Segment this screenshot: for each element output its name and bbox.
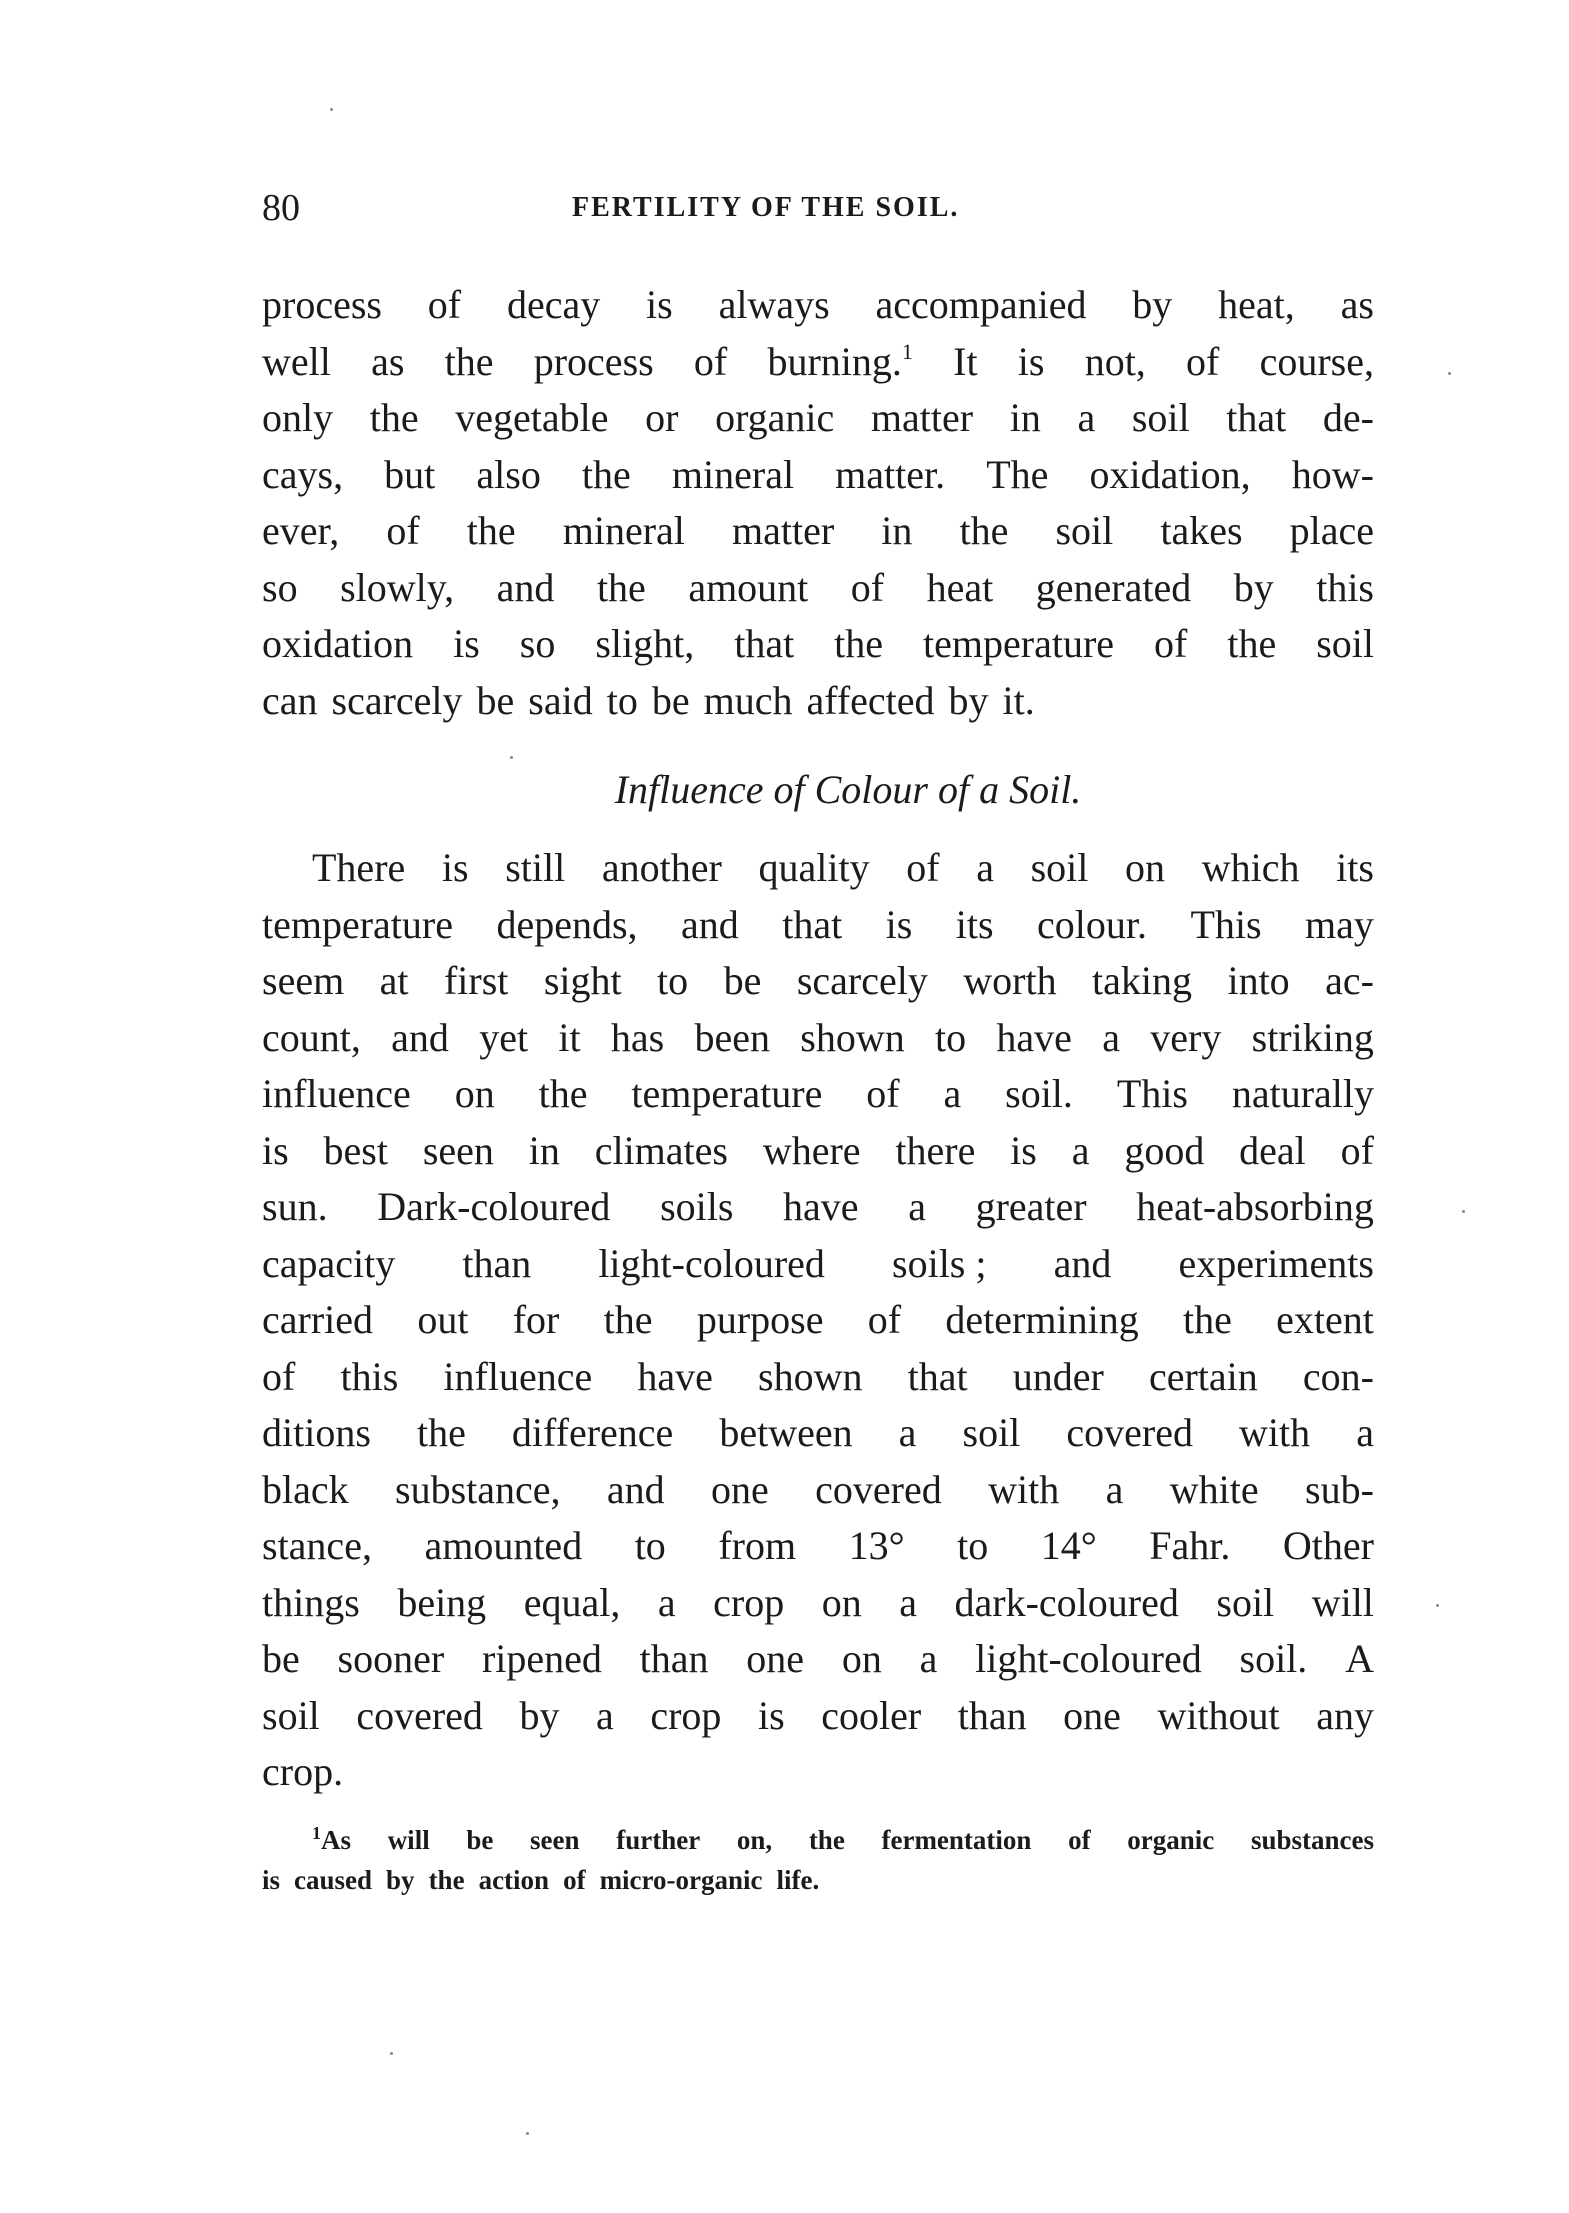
word: a — [908, 1184, 926, 1229]
word: heat, — [1218, 282, 1295, 327]
word: process — [533, 338, 654, 384]
word: matter. — [835, 451, 946, 497]
word: have — [783, 1184, 859, 1229]
word: and — [680, 901, 739, 947]
word: of — [906, 845, 940, 890]
word: Fahr. — [1149, 1523, 1231, 1568]
word: matter — [731, 508, 835, 553]
text-line — [262, 1179, 1374, 1236]
word: at — [379, 958, 409, 1003]
word: stance, — [262, 1523, 372, 1568]
word: organic — [715, 395, 835, 440]
word: to — [606, 677, 638, 723]
word: sun. — [262, 1184, 328, 1229]
word: a — [899, 1579, 917, 1625]
word: best — [323, 1127, 388, 1173]
scan-speck — [330, 108, 333, 111]
word: slight, — [595, 621, 695, 666]
word: be — [262, 1636, 300, 1681]
word: of — [866, 1071, 900, 1116]
word: and — [496, 564, 555, 610]
word: will — [1311, 1579, 1374, 1625]
word: experiments — [1178, 1240, 1374, 1286]
word: the — [596, 564, 646, 610]
word: a — [657, 1579, 676, 1625]
word: a — [1102, 1014, 1120, 1060]
word: always — [718, 282, 830, 327]
text-line — [262, 1518, 1374, 1575]
word: matter — [870, 395, 974, 440]
word: The — [986, 451, 1049, 497]
word: has — [610, 1014, 665, 1060]
word: is — [1010, 1127, 1037, 1173]
word: another — [601, 845, 722, 890]
word: equal, — [523, 1579, 621, 1625]
word: soil — [1030, 845, 1089, 890]
word: of — [1340, 1127, 1374, 1173]
word: ac- — [1325, 958, 1374, 1003]
word: the — [369, 395, 419, 440]
word: can — [262, 677, 318, 723]
word: This — [1190, 901, 1262, 947]
word: one — [746, 1636, 805, 1681]
paragraph-2 — [262, 840, 1374, 1801]
word: its — [955, 901, 994, 947]
word: so — [262, 564, 298, 610]
word: but — [384, 451, 436, 497]
word: cooler — [821, 1692, 922, 1738]
text-line — [262, 1066, 1374, 1123]
word: good — [1124, 1127, 1205, 1173]
word: greater — [975, 1184, 1087, 1229]
word: difference — [511, 1410, 674, 1455]
word: that — [734, 621, 795, 666]
word: heat-absorbing — [1136, 1184, 1374, 1229]
word: naturally — [1231, 1071, 1374, 1116]
word: where — [762, 1127, 861, 1173]
word: crop. — [262, 1749, 344, 1794]
word: on — [454, 1071, 495, 1116]
word: the — [603, 1297, 653, 1342]
word: soil — [1055, 508, 1114, 553]
word: in — [1009, 395, 1041, 440]
word: one — [711, 1466, 769, 1512]
word: deal — [1239, 1127, 1306, 1173]
scan-speck — [1462, 1210, 1465, 1213]
word: a — [1071, 1127, 1090, 1173]
word: striking — [1251, 1014, 1374, 1060]
text-line — [262, 1631, 1374, 1688]
scan-speck — [1436, 1604, 1439, 1607]
word: been — [694, 1014, 770, 1060]
word: oxidation — [262, 621, 414, 666]
word: one — [1063, 1692, 1121, 1738]
word: depends, — [496, 901, 638, 947]
word: its — [1336, 845, 1374, 890]
word: first — [443, 958, 509, 1003]
word: by — [386, 1865, 415, 1895]
word: than — [462, 1240, 532, 1286]
word: soil. — [1239, 1636, 1308, 1681]
word: much — [703, 677, 793, 723]
word: in — [881, 508, 913, 553]
word: light-coloured — [975, 1636, 1202, 1681]
word: extent — [1276, 1297, 1374, 1342]
word: of — [1154, 621, 1188, 666]
word: to — [657, 958, 689, 1003]
word: white — [1169, 1466, 1259, 1512]
word: of — [693, 338, 728, 384]
word: yet — [479, 1014, 529, 1060]
word: of — [427, 282, 462, 327]
word: covered — [356, 1692, 483, 1738]
word: on — [1125, 845, 1166, 890]
page-header — [262, 186, 1374, 246]
word: as — [1340, 282, 1374, 327]
word: a — [976, 845, 994, 890]
word: dark-coloured — [954, 1579, 1179, 1625]
word: the — [1227, 621, 1277, 666]
word: accompanied — [875, 282, 1087, 327]
word: the — [808, 1825, 845, 1855]
word: as — [371, 338, 405, 384]
word: burning.$^1$ — [767, 338, 913, 384]
word: a — [943, 1071, 962, 1116]
word: will — [387, 1825, 430, 1855]
word: the — [959, 508, 1009, 553]
word: generated — [1035, 564, 1192, 610]
word: shown — [800, 1014, 905, 1060]
page-number: 80 — [262, 187, 300, 229]
word: oxidation, — [1089, 451, 1251, 497]
word: decay — [506, 282, 601, 327]
word: only — [262, 395, 334, 440]
word: with — [988, 1466, 1060, 1512]
word: have — [996, 1014, 1072, 1060]
word: carried — [262, 1297, 374, 1342]
text-line — [262, 277, 1374, 334]
word: a — [919, 1636, 938, 1681]
word: is — [262, 1127, 289, 1173]
word: between — [719, 1410, 853, 1455]
word: with — [1239, 1410, 1311, 1455]
text-line — [262, 1292, 1374, 1349]
word: soils — [660, 1184, 734, 1229]
word: light-coloured — [598, 1240, 825, 1286]
word: This — [1116, 1071, 1188, 1116]
word: vegetable — [455, 395, 609, 440]
word: crop — [650, 1692, 722, 1738]
word: shown — [758, 1353, 863, 1399]
word: on, — [736, 1825, 773, 1855]
word: taking — [1092, 958, 1193, 1003]
word: soils ; — [892, 1240, 987, 1286]
text-line — [262, 390, 1374, 447]
text-line — [262, 953, 1374, 1010]
word: than — [957, 1692, 1027, 1738]
word: ditions — [262, 1410, 371, 1455]
word: of — [262, 1353, 296, 1399]
word: there — [895, 1127, 976, 1173]
word: and — [1053, 1240, 1112, 1286]
text-line — [262, 1462, 1374, 1519]
word: the — [834, 621, 884, 666]
word: by — [1132, 282, 1173, 327]
word: that — [1226, 395, 1287, 440]
word: seen — [422, 1127, 494, 1173]
text-line — [262, 447, 1374, 504]
word: scarcely — [331, 677, 463, 723]
word: of — [1068, 1825, 1091, 1855]
word: Dark-coloured — [377, 1184, 611, 1229]
word: con- — [1302, 1353, 1374, 1399]
word: worth — [963, 958, 1057, 1003]
word: being — [397, 1579, 487, 1625]
word: affected — [806, 677, 935, 723]
word: very — [1150, 1014, 1222, 1060]
word: a — [1105, 1466, 1124, 1512]
word: quality — [758, 845, 870, 890]
word: further — [616, 1825, 701, 1855]
word: out — [417, 1297, 469, 1342]
word: climates — [594, 1127, 728, 1173]
word: of — [386, 508, 420, 553]
word: 13° — [848, 1523, 905, 1568]
word: this — [340, 1353, 399, 1399]
word: micro-organic — [599, 1865, 763, 1895]
word: in — [528, 1127, 560, 1173]
word: on — [841, 1636, 882, 1681]
word: substances — [1250, 1825, 1374, 1855]
word: count, — [262, 1014, 361, 1060]
word: mineral — [671, 451, 795, 497]
text-line — [262, 897, 1374, 954]
word: purpose — [696, 1297, 824, 1342]
word: be — [466, 1825, 494, 1855]
word: or — [645, 395, 679, 440]
word: and — [606, 1466, 665, 1512]
word: There — [312, 845, 406, 890]
word: how- — [1291, 451, 1374, 497]
word: of — [850, 564, 885, 610]
word: without — [1157, 1692, 1280, 1738]
word: and — [391, 1014, 449, 1060]
word: be — [476, 677, 515, 723]
word: the — [416, 1410, 466, 1455]
word: $^1$As — [312, 1823, 352, 1855]
word: the — [466, 508, 516, 553]
word: scarcely — [796, 958, 928, 1003]
word: have — [637, 1353, 713, 1399]
word: said — [528, 677, 593, 723]
word: the — [1182, 1297, 1232, 1342]
word: into — [1227, 958, 1290, 1003]
word: ripened — [481, 1636, 602, 1681]
word: a — [1077, 395, 1096, 440]
text-line — [262, 673, 1374, 730]
word: determining — [945, 1297, 1139, 1342]
text-line — [262, 503, 1374, 560]
word: 14° — [1040, 1523, 1097, 1568]
word: a — [1356, 1410, 1374, 1455]
word: it — [558, 1014, 581, 1060]
word: soil — [1216, 1579, 1275, 1625]
word: to — [935, 1014, 967, 1060]
text-line — [262, 840, 1374, 897]
word: capacity — [262, 1240, 396, 1286]
word: is — [885, 901, 913, 947]
word: soil — [262, 1692, 320, 1738]
word: cays, — [262, 451, 344, 497]
word: a — [596, 1692, 614, 1738]
word: of — [1186, 338, 1220, 384]
word: is — [646, 282, 673, 327]
word: this — [1316, 564, 1374, 610]
text-line — [262, 1405, 1374, 1462]
text-line — [262, 1860, 1374, 1900]
word: of — [563, 1865, 586, 1895]
word: temperature — [262, 901, 453, 947]
running-head: FERTILITY OF THE SOIL. — [572, 192, 960, 223]
word: course, — [1259, 338, 1374, 384]
word: sight — [543, 958, 622, 1003]
word: well — [262, 338, 331, 384]
word: the — [444, 338, 494, 384]
word: by — [948, 677, 989, 723]
word: de- — [1322, 395, 1374, 440]
word: may — [1305, 901, 1374, 947]
word: from — [718, 1523, 797, 1568]
word: a — [898, 1410, 917, 1455]
word: the — [538, 1071, 588, 1116]
word: Other — [1282, 1523, 1374, 1568]
word: is — [441, 845, 469, 890]
footnote — [262, 1820, 1374, 1900]
word: is — [757, 1692, 785, 1738]
word: on — [821, 1579, 862, 1625]
word: is — [453, 621, 480, 666]
footnote-marker: 1 — [312, 1823, 321, 1843]
word: the — [581, 451, 631, 497]
word: life. — [776, 1865, 820, 1895]
word: to — [634, 1523, 666, 1568]
word: amount — [688, 564, 809, 610]
word: place — [1289, 508, 1374, 553]
word: amounted — [424, 1523, 583, 1568]
word: than — [639, 1636, 709, 1681]
word: seen — [530, 1825, 580, 1855]
word: certain — [1148, 1353, 1258, 1399]
word: process — [262, 282, 382, 327]
word: influence — [443, 1353, 593, 1399]
word: the — [428, 1865, 465, 1895]
scan-speck — [390, 2052, 393, 2055]
word: not, — [1084, 338, 1146, 384]
word: for — [512, 1297, 560, 1342]
footnote-reference: 1 — [901, 338, 913, 364]
word: sub- — [1305, 1466, 1374, 1512]
scan-speck — [510, 756, 513, 759]
word: temperature — [631, 1071, 823, 1116]
text-line — [262, 616, 1374, 673]
word: by — [519, 1692, 560, 1738]
section-heading: Influence of Colour of a Soil. — [614, 767, 1082, 812]
word: that — [782, 901, 843, 947]
word: action — [478, 1865, 550, 1895]
word: seem — [262, 958, 345, 1003]
scan-speck — [526, 2132, 529, 2135]
word: slowly, — [340, 564, 455, 610]
text-line — [262, 1010, 1374, 1067]
word: by — [1233, 564, 1274, 610]
text-line — [262, 334, 1374, 391]
word: sooner — [337, 1636, 445, 1681]
word: any — [1316, 1692, 1374, 1738]
scan-speck — [1448, 372, 1451, 375]
word: colour. — [1037, 901, 1148, 947]
paragraph-1 — [262, 277, 1374, 729]
word: is — [1017, 338, 1045, 384]
word: caused — [294, 1865, 373, 1895]
text-line — [262, 560, 1374, 617]
word: substance, — [395, 1466, 561, 1512]
word: covered — [1066, 1410, 1193, 1455]
word: soil — [1131, 395, 1190, 440]
word: soil — [962, 1410, 1021, 1455]
text-line — [262, 1123, 1374, 1180]
word: of — [867, 1297, 902, 1342]
text-line — [262, 1236, 1374, 1293]
word: organic — [1127, 1825, 1215, 1855]
word: soil. — [1005, 1071, 1073, 1116]
text-line — [262, 1820, 1374, 1860]
word: is — [262, 1865, 281, 1895]
word: It — [953, 338, 978, 384]
word: so — [519, 621, 556, 666]
word: ever, — [262, 508, 340, 553]
word: crop — [713, 1579, 785, 1625]
word: also — [476, 451, 541, 497]
word: takes — [1160, 508, 1243, 553]
word: to — [957, 1523, 989, 1568]
text-line — [262, 1744, 1374, 1801]
word: things — [262, 1579, 360, 1625]
word: be — [651, 677, 690, 723]
text-line — [262, 1575, 1374, 1632]
text-line — [262, 1349, 1374, 1406]
word: fermentation — [881, 1825, 1032, 1855]
word: A — [1345, 1636, 1374, 1681]
word: that — [907, 1353, 968, 1399]
word: be — [723, 958, 762, 1003]
word: black — [262, 1466, 349, 1512]
word: covered — [815, 1466, 942, 1512]
word: temperature — [923, 621, 1115, 666]
word: under — [1012, 1353, 1104, 1399]
word: it. — [1002, 677, 1035, 723]
word: heat — [926, 564, 994, 610]
text-line — [262, 1688, 1374, 1745]
word: soil — [1316, 621, 1374, 666]
word: influence — [262, 1071, 411, 1116]
word: still — [505, 845, 566, 890]
word: which — [1201, 845, 1300, 890]
word: mineral — [562, 508, 685, 553]
